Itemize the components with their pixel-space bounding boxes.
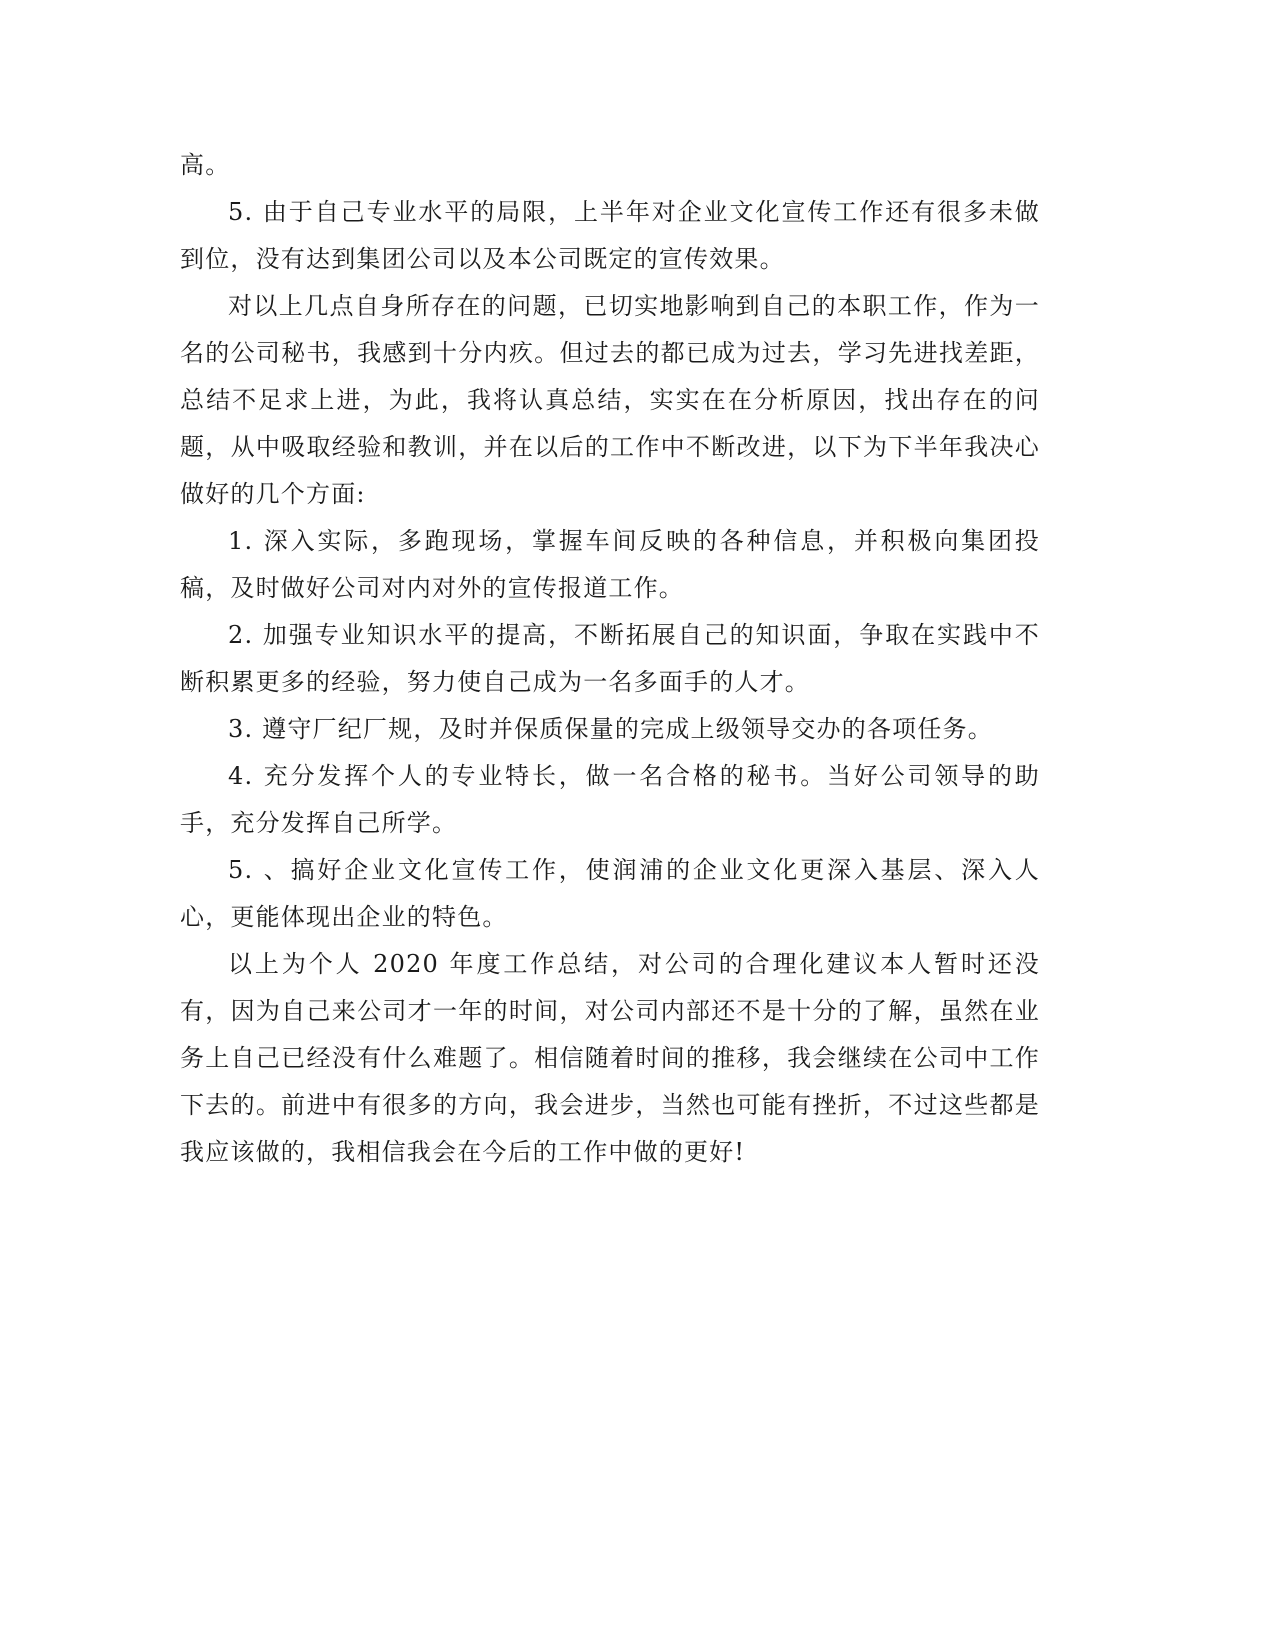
paragraph-conclusion: 以上为个人 2020 年度工作总结，对公司的合理化建议本人暂时还没有，因为自己来公司才一年的时间，对公司内部还不是十分的了解，虽然在业务上自己已经没有什么难题了。相信随着时间的推移，我会继续在公司中工作下去的。前进中有很多的方向，我会进步，当然也可能有挫折，不过这些都是我应该做的，我相信我会在今后的工作中做的更好! xyxy=(180,950,1040,1166)
paragraph-item-5-shortcoming: 5. 由于自己专业水平的局限，上半年对企业文化宣传工作还有很多未做到位，没有达到集团公司以及本公司既定的宣传效果。 xyxy=(180,198,1040,273)
paragraph-plan-1: 1. 深入实际，多跑现场，掌握车间反映的各种信息，并积极向集团投稿，及时做好公司对内对外的宣传报道工作。 xyxy=(180,527,1040,602)
paragraph-reflection: 对以上几点自身所存在的问题，已切实地影响到自己的本职工作，作为一名的公司秘书，我感到十分内疚。但过去的都已成为过去，学习先进找差距，总结不足求上进，为此，我将认真总结，实实在在分析原因，找出存在的问题，从中吸取经验和教训，并在以后的工作中不断改进，以下为下半年我决心做好的几个方面: xyxy=(180,292,1040,508)
paragraph-plan-3: 3. 遵守厂纪厂规，及时并保质保量的完成上级领导交办的各项任务。 xyxy=(228,715,993,743)
paragraph-plan-5: 5. 、搞好企业文化宣传工作，使润浦的企业文化更深入基层、深入人心，更能体现出企业的特色。 xyxy=(180,856,1040,931)
document-body xyxy=(180,142,1040,1176)
paragraph-continuation: 高。 xyxy=(180,151,231,179)
paragraph-plan-2: 2. 加强专业知识水平的提高，不断拓展自己的知识面，争取在实践中不断积累更多的经验，努力使自己成为一名多面手的人才。 xyxy=(180,621,1040,696)
paragraph-plan-4: 4. 充分发挥个人的专业特长，做一名合格的秘书。当好公司领导的助手，充分发挥自己所学。 xyxy=(180,762,1040,837)
